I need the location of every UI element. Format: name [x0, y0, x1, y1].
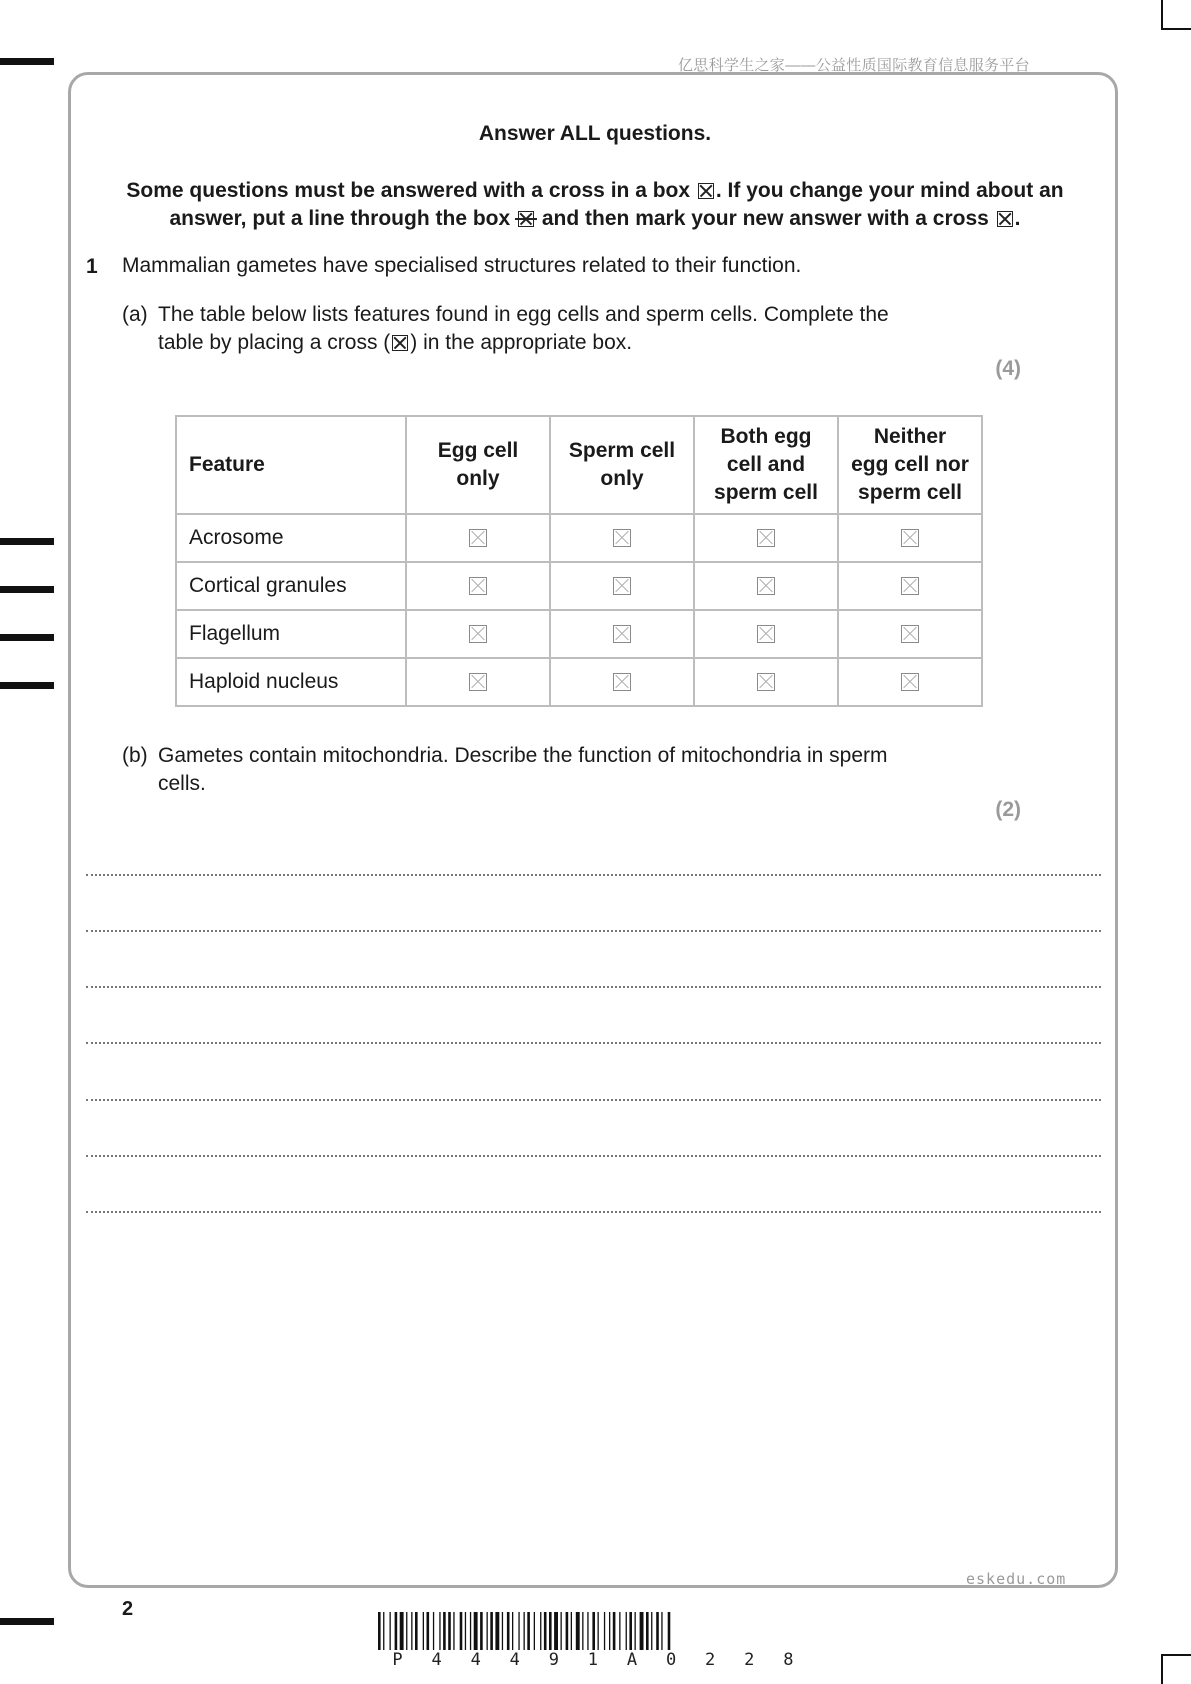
struck-box-icon	[518, 211, 534, 227]
table-cell	[406, 514, 550, 562]
barcode-char: 2	[705, 1650, 716, 1670]
feature-name: Haploid nucleus	[176, 658, 406, 706]
barcode-bar	[453, 1612, 454, 1650]
barcode-bar	[470, 1612, 471, 1650]
barcode-bar	[576, 1612, 580, 1650]
barcode-char: 4	[509, 1650, 520, 1670]
barcode-bar	[549, 1612, 552, 1650]
table-row	[176, 658, 982, 706]
barcode-char: A	[626, 1650, 638, 1670]
answer-line[interactable]	[86, 986, 1101, 988]
crossed-box-icon	[698, 183, 714, 199]
crop-mark-top-right	[1161, 0, 1191, 30]
features-table	[175, 415, 983, 707]
barcode-char: 0	[665, 1650, 677, 1670]
barcode-bar	[587, 1612, 588, 1650]
barcode-bar	[524, 1612, 525, 1650]
barcode-char: 1	[587, 1650, 599, 1670]
part-b-label: (b)	[122, 744, 148, 767]
barcode-bar	[668, 1612, 671, 1650]
barcode-bar	[582, 1612, 583, 1650]
table-row	[176, 562, 982, 610]
barcode-bar	[448, 1612, 451, 1650]
barcode-bar	[518, 1612, 519, 1650]
header-line: sperm cell	[858, 481, 962, 504]
answer-checkbox[interactable]	[757, 529, 775, 547]
barcode-char: 2	[744, 1650, 755, 1670]
registration-mark	[0, 58, 54, 65]
table-cell	[838, 514, 982, 562]
barcode-bar	[512, 1612, 513, 1650]
barcode-bar	[390, 1612, 391, 1650]
barcode-bar	[487, 1612, 488, 1650]
table-cell	[406, 658, 550, 706]
crop-mark-bottom-right	[1161, 1654, 1191, 1684]
header-line: sperm cell	[714, 481, 818, 504]
barcode-bar	[395, 1612, 398, 1650]
feature-name: Flagellum	[176, 610, 406, 658]
barcode-bar	[640, 1612, 644, 1650]
instructions-text: answer, put a line through the box	[169, 207, 511, 230]
answer-line[interactable]	[86, 1042, 1101, 1044]
part-b-line: cells.	[158, 772, 206, 795]
barcode-bar	[378, 1612, 381, 1650]
barcode-bar	[592, 1612, 595, 1650]
barcode-bar	[566, 1612, 569, 1650]
barcode-bar	[502, 1612, 503, 1650]
table-cell	[550, 514, 694, 562]
instructions-text: and then mark your new answer with a cross	[541, 207, 989, 230]
barcode-bar	[604, 1612, 605, 1650]
barcode-bar	[490, 1612, 493, 1650]
barcode-bar	[554, 1612, 558, 1650]
answer-line[interactable]	[86, 1211, 1101, 1213]
barcode-bar	[460, 1612, 463, 1650]
barcode-bar	[613, 1612, 616, 1650]
part-a-label: (a)	[122, 303, 148, 326]
answer-checkbox[interactable]	[469, 673, 487, 691]
table-cell	[694, 658, 838, 706]
header-line: Neither	[873, 425, 947, 448]
instructions-text: Some questions must be answered with a cross in a box	[126, 179, 691, 202]
table-cell	[550, 562, 694, 610]
answer-line[interactable]	[86, 874, 1101, 876]
barcode-bar	[411, 1612, 412, 1650]
registration-mark	[0, 538, 54, 545]
table-cell	[406, 610, 550, 658]
answer-checkbox[interactable]	[757, 577, 775, 595]
table-cell	[838, 610, 982, 658]
page-number: 2	[122, 1598, 134, 1620]
answer-line[interactable]	[86, 930, 1101, 932]
barcode-char: P	[392, 1650, 403, 1670]
question-number: 1	[86, 255, 98, 278]
header-line: egg cell nor	[851, 453, 969, 476]
part-a-text	[158, 301, 988, 357]
barcode-bar	[571, 1612, 572, 1650]
part-b-text	[158, 742, 988, 798]
header-line: only	[600, 467, 644, 490]
table-header	[550, 416, 694, 514]
barcode-bar	[609, 1612, 610, 1650]
barcode-bar	[439, 1612, 440, 1650]
barcode-bar	[400, 1612, 404, 1650]
part-b-line: Gametes contain mitochondria. Describe the function of mitochondria in sperm	[158, 744, 888, 767]
question-text: Mammalian gametes have specialised structures related to their function.	[122, 254, 802, 277]
watermark-bottom: eskedu.com	[966, 1570, 1067, 1588]
answer-checkbox[interactable]	[901, 577, 919, 595]
answer-checkbox[interactable]	[613, 625, 631, 643]
watermark-top: 亿思科学生之家——公益性质国际教育信息服务平台	[678, 57, 1030, 74]
table-header-row	[176, 416, 982, 514]
barcode-bar	[534, 1612, 535, 1650]
table-cell	[694, 562, 838, 610]
barcode-bar	[656, 1612, 659, 1650]
table-header	[406, 416, 550, 514]
barcode-bar	[619, 1612, 620, 1650]
header-line: Feature	[189, 453, 265, 476]
header-line: only	[456, 467, 500, 490]
registration-mark	[0, 1618, 54, 1625]
header-line: Egg cell	[437, 439, 519, 462]
barcode-bar	[661, 1612, 662, 1650]
feature-name: Acrosome	[176, 514, 406, 562]
instructions-text: . If you change your mind about an	[715, 179, 1064, 202]
answer-checkbox[interactable]	[469, 577, 487, 595]
barcode-bar	[540, 1612, 541, 1650]
header-line: Both egg	[720, 425, 812, 448]
feature-name: Cortical granules	[176, 562, 406, 610]
answer-line[interactable]	[86, 1099, 1101, 1101]
table-header	[694, 416, 838, 514]
barcode-bar	[433, 1612, 434, 1650]
table-cell	[838, 658, 982, 706]
answer-line[interactable]	[86, 1155, 1101, 1157]
crossed-box-icon	[997, 211, 1013, 227]
answer-checkbox[interactable]	[613, 673, 631, 691]
registration-mark	[0, 682, 54, 689]
barcode-char: 4	[470, 1650, 481, 1670]
table-cell	[550, 610, 694, 658]
header-line: cell and	[726, 453, 806, 476]
registration-mark	[0, 634, 54, 641]
answer-checkbox[interactable]	[757, 673, 775, 691]
page-heading: Answer ALL questions.	[478, 122, 712, 145]
instructions	[88, 177, 1102, 233]
barcode-bar	[544, 1612, 547, 1650]
barcode-text	[378, 1650, 808, 1670]
barcode-char: 4	[431, 1650, 442, 1670]
registration-mark	[0, 586, 54, 593]
barcode-bar	[495, 1612, 499, 1650]
table-cell	[694, 610, 838, 658]
barcode-bar	[651, 1612, 652, 1650]
barcode-bar	[474, 1612, 478, 1650]
barcode-bar	[383, 1612, 384, 1650]
barcode-bar	[465, 1612, 466, 1650]
barcode-bar	[626, 1612, 627, 1650]
barcode-bar	[598, 1612, 599, 1650]
crossed-box-icon	[392, 335, 408, 351]
table-row	[176, 514, 982, 562]
table-header	[838, 416, 982, 514]
barcode	[378, 1612, 808, 1650]
barcode-bar	[635, 1612, 636, 1650]
barcode-bar	[423, 1612, 424, 1650]
header-line: Sperm cell	[568, 439, 676, 462]
instructions-text: .	[1014, 207, 1021, 230]
answer-checkbox[interactable]	[901, 625, 919, 643]
barcode-char: 9	[548, 1650, 559, 1670]
table-row	[176, 610, 982, 658]
table-header	[176, 416, 406, 514]
answer-checkbox[interactable]	[613, 577, 631, 595]
barcode-bar	[415, 1612, 418, 1650]
answer-checkbox[interactable]	[901, 673, 919, 691]
answer-checkbox[interactable]	[757, 625, 775, 643]
part-a-line: The table below lists features found in egg cells and sperm cells. Complete the	[158, 303, 889, 326]
answer-checkbox[interactable]	[469, 529, 487, 547]
table-cell	[406, 562, 550, 610]
part-b-marks: (2)	[995, 798, 1021, 821]
barcode-bar	[443, 1612, 446, 1650]
table-cell	[694, 514, 838, 562]
part-a-marks: (4)	[995, 357, 1021, 380]
part-a-text-fragment: table by placing a cross (	[158, 331, 391, 354]
part-a-text-fragment: ) in the appropriate box.	[410, 331, 633, 354]
answer-checkbox[interactable]	[613, 529, 631, 547]
table-cell	[550, 658, 694, 706]
answer-checkbox[interactable]	[901, 529, 919, 547]
barcode-bar	[629, 1612, 632, 1650]
barcode-bar	[427, 1612, 430, 1650]
barcode-bar	[480, 1612, 483, 1650]
part-a-line	[158, 329, 988, 357]
barcode-bar	[646, 1612, 649, 1650]
barcode-bar	[507, 1612, 510, 1650]
page-frame	[68, 72, 1118, 1588]
table-cell	[838, 562, 982, 610]
barcode-bar	[406, 1612, 407, 1650]
barcode-char: 8	[783, 1650, 794, 1670]
answer-checkbox[interactable]	[469, 625, 487, 643]
barcode-bar	[561, 1612, 562, 1650]
barcode-bar	[527, 1612, 530, 1650]
